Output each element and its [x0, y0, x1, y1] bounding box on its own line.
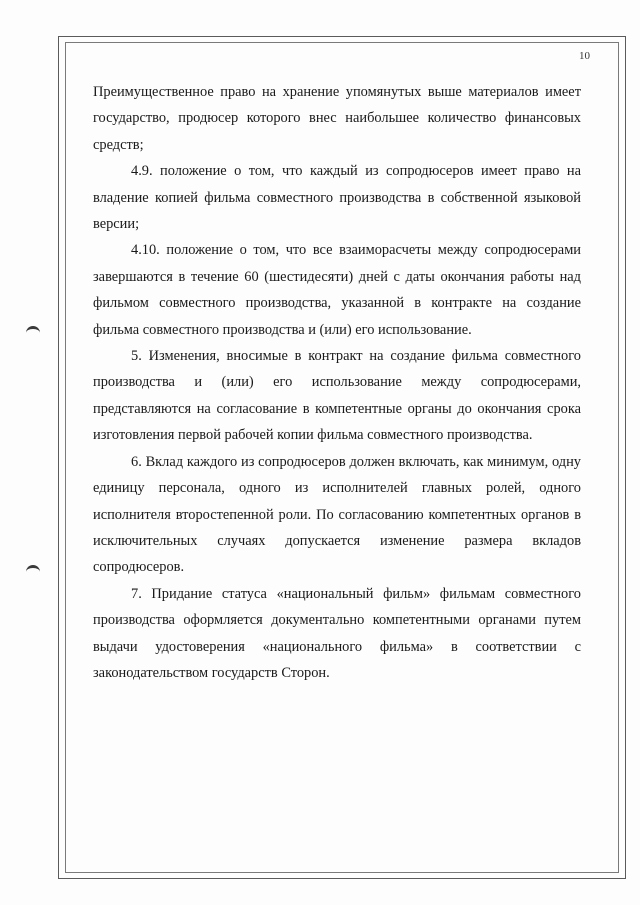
- paragraph-5: 5. Изменения, вносимые в контракт на создание фильма совместного производства и (или) его использование между сопродюсерами, представляются на согласование в компетентные органы до окончания срока изготовления первой рабочей копии фильма совместного производства.: [93, 348, 581, 444]
- document-body: [93, 79, 581, 686]
- punch-hole-mark: [26, 565, 40, 574]
- paragraph-4-10: 4.10. положение о том, что все взаиморасчеты между сопродюсерами завершаются в течение 60 (шестидесяти) дней с даты окончания работы над фильмом совместного производства, указанной в контракте на создание фильма совместного производства и (или) его использование.: [93, 242, 581, 338]
- paragraph-continuation: Преимущественное право на хранение упомянутых выше материалов имеет государство, продюсер которого внес наибольшее количество финансовых средств;: [93, 84, 581, 153]
- paragraph-7: 7. Придание статуса «национальный фильм» фильмам совместного производства оформляется документально компетентными органами путем выдачи удостоверения «национального фильма» в соответствии с законодательством государств Сторон.: [93, 585, 581, 681]
- paragraph-6: 6. Вклад каждого из сопродюсеров должен включать, как минимум, одну единицу персонала, одного из исполнителей главных ролей, одного исполнителя второстепенной роли. По согласованию компетентных органов в исключительных случаях допускается изменение размера вкладов сопродюсеров.: [93, 453, 581, 576]
- paragraph-4-9: 4.9. положение о том, что каждый из сопродюсеров имеет право на владение копией фильма совместного производства в собственной языковой версии;: [93, 163, 581, 233]
- punch-hole-mark: [26, 326, 40, 335]
- page-number: 10: [579, 50, 590, 62]
